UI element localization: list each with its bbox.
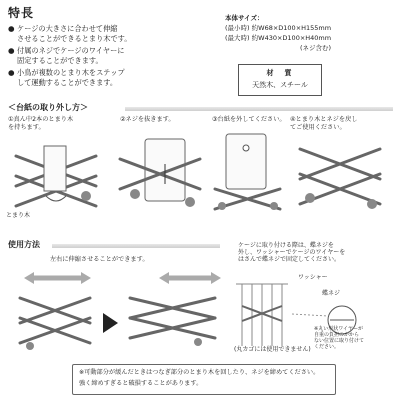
size-title: 本体サイズ： [225, 14, 264, 22]
feature-item [8, 46, 198, 65]
removal-step-3: ③台紙を外してください。 [212, 116, 286, 123]
usage-attach-text: ケージに取り付ける際は、蝶ネジを 外し、ワッシャーでケージのワイヤーを はさんで蝶ネジで固定してください。 [238, 242, 346, 263]
usage-title: 使用方法 [8, 240, 40, 249]
washer-label: ワッシャー [298, 274, 328, 281]
round-cage-note: (丸カゴには使用できません) [234, 346, 311, 353]
bullet-icon: ● [8, 68, 15, 77]
material-value: 天然木、スチール [252, 81, 308, 89]
bullet-icon: ● [8, 24, 15, 33]
features-heading: 特長 [8, 6, 35, 20]
size-min: (最小時) 約W68×D100×H155mm [225, 24, 332, 32]
size-screw-note: (ネジ含む) [300, 44, 332, 52]
caution-box [72, 364, 336, 395]
caution-line-2: 強く締めすぎると破損することがあります。 [79, 380, 203, 387]
feature-item [8, 68, 198, 87]
illustration-step-4 [290, 134, 390, 220]
feature-text: 小鳥が複数のとまり木をステップ して運動することができます。 [17, 68, 125, 87]
removal-step-4: ④とまり木とネジを戻し てご使用ください。 [290, 116, 358, 131]
perch-label: とまり木 [6, 212, 31, 219]
usage-stretch-text: 左右に伸縮させることができます。 [50, 256, 149, 263]
feature-text: ケージの大きさに合わせて伸縮 させることができるとまり木です。 [17, 24, 132, 43]
illustration-step-2 [115, 134, 207, 218]
removal-title: ＜台紙の取り外し方＞ [8, 103, 88, 112]
material-heading: 材 質 [266, 69, 294, 77]
illustration-step-3 [210, 134, 285, 218]
illustration-stretch [10, 268, 220, 358]
section-rule [52, 244, 220, 248]
material-box [238, 64, 322, 96]
section-rule [125, 107, 393, 111]
removal-step-2: ②ネジを抜きます。 [120, 116, 175, 123]
illustration-step-1 [6, 136, 106, 216]
removal-step-1: ①真ん中2本のとまり木 を持ちます。 [8, 116, 74, 131]
wire-note: ※丸い形状ワイヤーが 自重の負担のかから ない位置に取り付けて ください。 [314, 326, 365, 350]
size-max: (最大時) 約W430×D100×H40mm [225, 34, 332, 42]
feature-item [8, 24, 198, 43]
wing-nut-label: 蝶ネジ [322, 290, 341, 297]
bullet-icon: ● [8, 46, 15, 55]
feature-text: 付属のネジでケージのワイヤーに 固定することができます。 [17, 46, 125, 65]
caution-line-1: ※可動部分が緩んだときはつなぎ部分のとまり木を回したり、ネジを締めてください。 [79, 369, 320, 376]
